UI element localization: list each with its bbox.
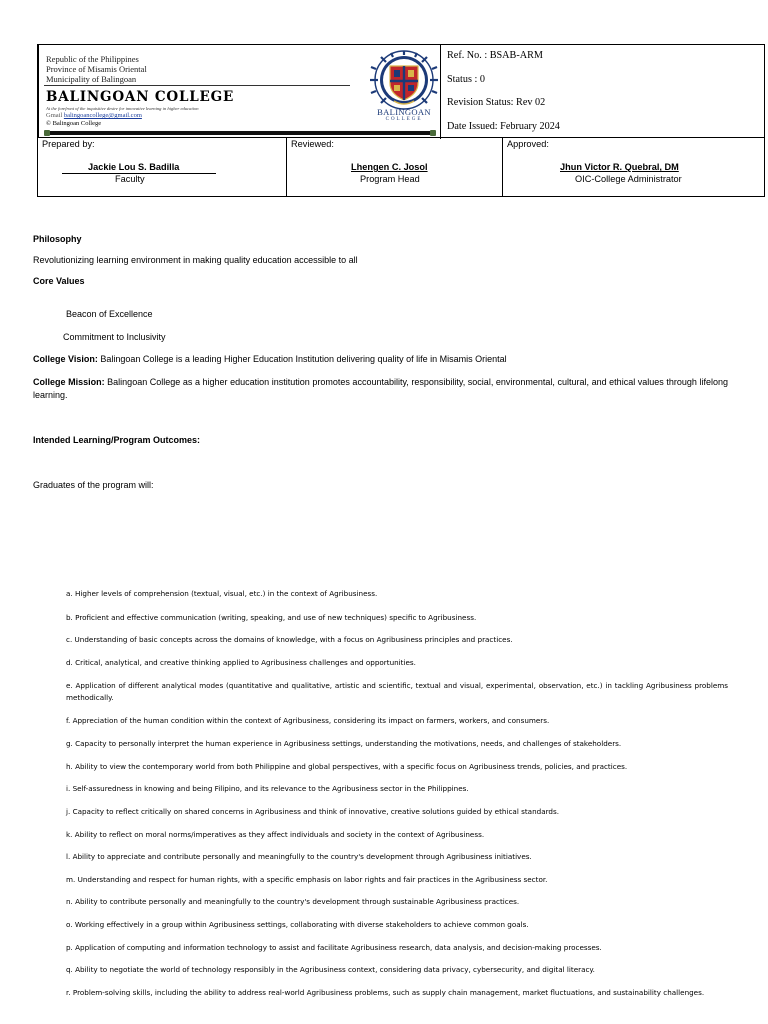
reviewer-role: Program Head <box>360 174 420 184</box>
outcome-item: f. Appreciation of the human condition within the context of Agribusiness, considering its impact on farmers, workers, and consumers. <box>66 715 550 725</box>
outcome-item: p. Application of computing and information technology to assist and facilitate Agribusiness research, data analysis, and decision-making processes. <box>66 942 602 952</box>
vision-label: College Vision: <box>33 354 98 364</box>
mission-text: Balingoan College as a higher education institution promotes accountability, responsibility, social, environmental, cultural, and ethical values through lifelong learning. <box>33 377 728 400</box>
outcomes-heading: Intended Learning/Program Outcomes: <box>33 435 201 445</box>
reviewed-caption: Reviewed: <box>291 139 334 149</box>
outcome-item: o. Working effectively in a group within Agribusiness settings, collaborating with diverse stakeholders to achieve common goals. <box>66 919 529 929</box>
prepared-by-caption: Prepared by: <box>42 139 95 149</box>
outcome-item: e. Application of different analytical modes (quantitative and qualitative, artistic and scientific, textual and visual, experimental, observation, etc.) in tackling Agribusiness problems methodically. <box>66 681 728 702</box>
prepared-by-cell <box>38 138 286 196</box>
outcome-item: l. Ability to appreciate and contribute personally and meaningfully to the country's development through Agribusiness initiatives. <box>66 852 532 862</box>
bar-tip-left <box>44 130 50 136</box>
preparer-role: Faculty <box>115 174 145 184</box>
vision-text: Balingoan College is a leading Higher Education Institution delivering quality of life in Misamis Oriental <box>100 354 507 364</box>
header-box <box>37 44 765 138</box>
outcome-item: a. Higher levels of comprehension (textual, visual, etc.) in the context of Agribusiness. <box>66 589 378 598</box>
reviewer-name: Lhengen C. Josol <box>351 162 428 172</box>
college-tagline: At the forefront of the inquisitive desire for innovative learning in higher education <box>46 106 199 111</box>
email-label: Gmail <box>46 112 63 119</box>
college-vision <box>33 353 728 366</box>
outcome-item: k. Ability to reflect on moral norms/imperatives as they affect individuals and society in the context of Agribusiness. <box>66 829 485 839</box>
approved-caption: Approved: <box>507 139 549 149</box>
republic-line: Republic of the Philippines <box>46 54 139 64</box>
bar-tip-right <box>430 130 436 136</box>
institution-block <box>46 54 234 127</box>
approver-name: Jhun Victor R. Quebral, DM <box>560 162 679 172</box>
outcome-item: h. Ability to view the contemporary world from both Philippine and global perspectives, with a specific focus on Agribusiness trends, policies, and practices. <box>66 761 628 771</box>
outcome-item: b. Proficient and effective communication (writing, speaking, and use of new techniques) specific to Agribusiness. <box>66 612 477 622</box>
preparer-name: Jackie Lou S. Badilla <box>88 162 180 172</box>
outcome-item: d. Critical, analytical, and creative thinking applied to Agribusiness challenges and opportunities. <box>66 657 416 667</box>
copyright-line: © Balingoan College <box>46 120 102 127</box>
header-bracket <box>38 45 45 138</box>
document-meta <box>440 45 766 139</box>
header-divider <box>44 85 350 86</box>
core-value-item: Beacon of Excellence <box>66 309 153 319</box>
seal-text-bottom: COLLEGE <box>385 117 423 122</box>
philosophy-heading: Philosophy <box>33 234 82 244</box>
header-bar <box>46 131 434 135</box>
outcome-item: j. Capacity to reflect critically on shared concerns in Agribusiness and think of innovative, creative solutions guided by ethical standards. <box>66 806 560 816</box>
province-line: Province of Misamis Oriental <box>46 64 147 74</box>
approver-role: OIC-College Administrator <box>575 174 682 184</box>
graduates-intro: Graduates of the program will: <box>33 480 154 490</box>
document-header <box>37 44 765 197</box>
seal-text-top: BALINGOAN <box>377 107 431 117</box>
core-values-heading: Core Values <box>33 276 85 286</box>
revision-status: Revision Status: Rev 02 <box>447 97 546 108</box>
approved-cell <box>502 138 766 196</box>
outcome-item: c. Understanding of basic concepts across the domains of knowledge, with a focus on Agribusiness principles and practices. <box>66 635 513 645</box>
mission-label: College Mission: <box>33 377 105 387</box>
reviewed-cell <box>286 138 503 196</box>
outcome-item: i. Self-assuredness in knowing and being Filipino, and its relevance to the Agribusiness sector in the Philippines. <box>66 784 469 794</box>
municipality-line: Municipality of Balingoan <box>46 74 137 84</box>
email-link[interactable]: balingoancollege@gmail.com <box>63 112 142 119</box>
college-mission <box>33 376 728 402</box>
signatory-table <box>37 138 765 197</box>
ref-no: Ref. No. : BSAB-ARM <box>447 50 543 61</box>
college-name: BALINGOAN COLLEGE <box>46 89 235 105</box>
status: Status : 0 <box>447 74 485 85</box>
seal-caption <box>368 108 440 123</box>
outcome-item: g. Capacity to personally interpret the human experience in Agribusiness settings, understanding the motivations, needs, and challenges of stakeholders. <box>66 739 622 749</box>
outcomes-list <box>66 588 728 998</box>
outcome-item: m. Understanding and respect for human rights, with a specific emphasis on labor rights and fair practices in the Agribusiness sector. <box>66 874 548 884</box>
philosophy-text: Revolutionizing learning environment in making quality education accessible to all <box>33 255 358 265</box>
core-value-item: Commitment to Inclusivity <box>63 332 166 342</box>
email-line <box>46 112 234 119</box>
date-issued: Date Issued: February 2024 <box>447 121 560 132</box>
outcome-item: r. Problem-solving skills, including the ability to address real-world Agribusiness problems, such as supply chain management, market fluctuations, and sustainability challenges. <box>66 987 705 997</box>
outcome-item: q. Ability to negotiate the world of technology responsibly in the Agribusiness context, considering data privacy, cybersecurity, and digital literacy. <box>66 965 595 975</box>
outcome-item: n. Ability to contribute personally and meaningfully to the country's development through sustainable Agribusiness practices. <box>66 897 520 907</box>
